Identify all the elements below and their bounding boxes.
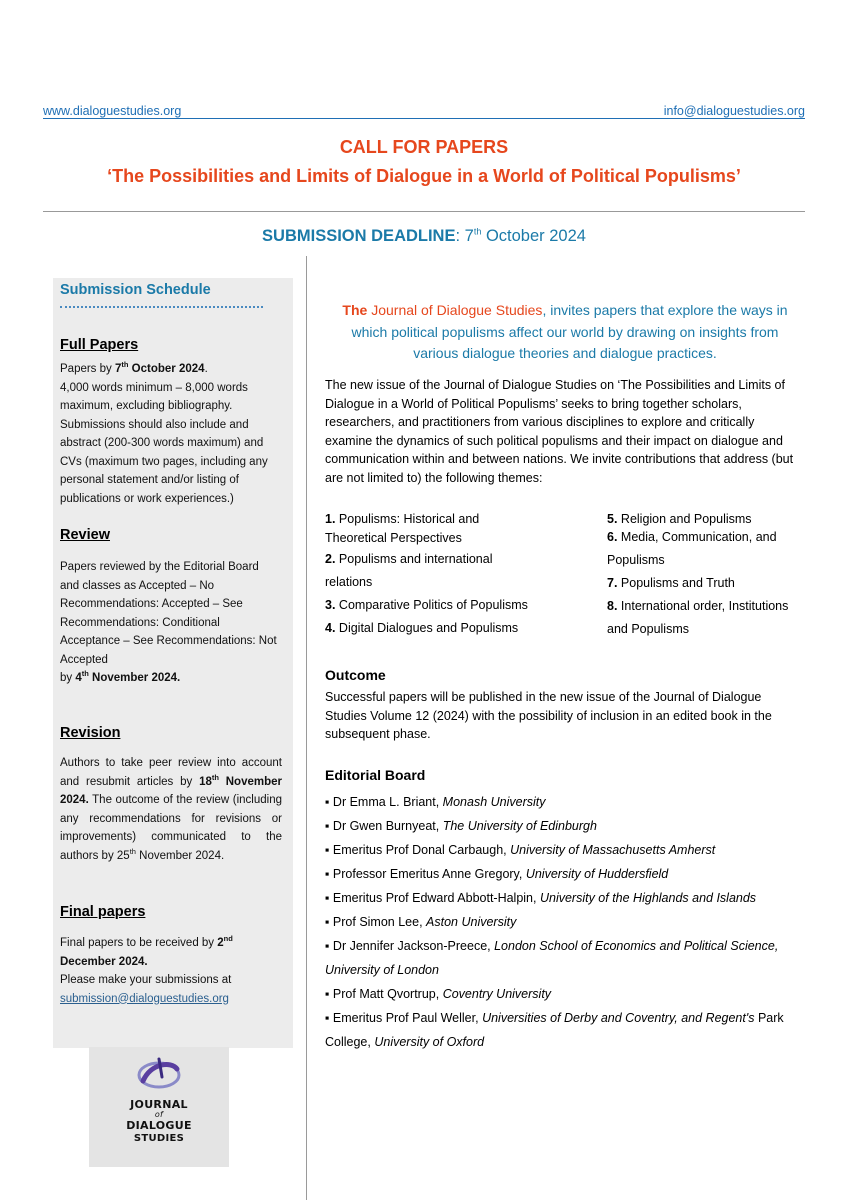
editorial-board-heading: Editorial Board <box>325 767 426 783</box>
deadline-suffix: th <box>473 226 482 237</box>
logo-word-dialogue: DIALOGUE <box>126 1119 192 1132</box>
intro-statement: The Journal of Dialogue Studies, invites papers that explore the ways in which political populisms affect our world by drawing on insights from various dialogue theories and dialogue practices. <box>342 302 788 361</box>
deadline-day: 7 <box>464 227 474 245</box>
title-rule <box>43 211 805 212</box>
review-text: Papers reviewed by the Editorial Board and classes as Accepted – No Recommendations: Accepted – See Recommendations: Conditional Acceptance – See Recommendations: Not Accepted by 4th November 2024. <box>60 561 277 684</box>
theme-item: 6. Media, Communication, and Populisms <box>607 530 777 567</box>
theme-item: 4. Digital Dialogues and Populisms <box>325 621 519 635</box>
deadline-label: SUBMISSION DEADLINE <box>262 227 456 245</box>
call-for-papers-title: CALL FOR PAPERS <box>339 137 509 157</box>
logo-word-journal: JOURNAL <box>130 1098 188 1111</box>
theme-item: 5. Religion and Populisms <box>607 512 752 526</box>
editorial-member: ▪ Emeritus Prof Edward Abbott-Halpin, University of the Highlands and Islands <box>325 891 757 905</box>
editorial-member: ▪ Dr Emma L. Briant, Monash University <box>325 795 546 809</box>
dotted-divider <box>60 306 263 308</box>
revision-heading: Revision <box>60 725 121 741</box>
editorial-member: ▪ Prof Matt Qvortrup, Coventry University <box>325 987 552 1001</box>
logo-word-studies: STUDIES <box>133 1133 185 1144</box>
theme-item: 8. International order, Institutions and Populisms <box>607 599 789 636</box>
editorial-member: ▪ Emeritus Prof Donal Carbaugh, University of Massachusetts Amherst <box>325 843 716 857</box>
issue-theme-title: ‘The Possibilities and Limits of Dialogue in a World of Political Populisms’ <box>107 166 741 186</box>
full-papers-text: Papers by 7th October 2024. 4,000 words minimum – 8,000 words maximum, excluding bibliography. Submissions should also include and abstract (200-300 words maximum) and CVs (maximum two pages, including any personal statement and/or listing of publications or work experiences.) <box>60 360 268 505</box>
journal-logo <box>89 1047 229 1167</box>
email-link[interactable]: info@dialoguestudies.org <box>663 104 805 118</box>
theme-item: 3. Comparative Politics of Populisms <box>325 598 528 612</box>
editorial-member: ▪ Dr Gwen Burnyeat, The University of Edinburgh <box>325 819 597 833</box>
header-rule <box>43 118 805 119</box>
submission-schedule-sidebar <box>53 278 293 1048</box>
review-heading: Review <box>60 527 110 543</box>
dialogue-swirl-icon <box>129 1055 189 1093</box>
editorial-member: ▪ Prof Simon Lee, Aston University <box>325 915 517 929</box>
full-papers-heading: Full Papers <box>60 337 139 353</box>
editorial-member: ▪ Emeritus Prof Paul Weller, Universities of Derby and Coventry, and Regent's Park College, University of Oxford <box>325 1011 784 1049</box>
website-link[interactable]: www.dialoguestudies.org <box>43 104 182 118</box>
outcome-text: Successful papers will be published in the new issue of the Journal of Dialogue Studies Volume 12 (2024) with the possibility of inclusion in an edited book in the subsequent phase. <box>325 690 772 741</box>
sidebar-title: Submission Schedule <box>60 282 211 298</box>
submission-email-link[interactable]: submission@dialoguestudies.org <box>60 992 229 1005</box>
final-papers-heading: Final papers <box>60 904 146 920</box>
outcome-heading: Outcome <box>325 667 386 683</box>
editorial-member: ▪ Professor Emeritus Anne Gregory, University of Huddersfield <box>325 867 669 881</box>
deadline-month-year: October 2024 <box>485 227 586 245</box>
revision-text: Authors to take peer review into account and resubmit articles by 18th November 2024. The outcome of the review (including any recommendations for revisions or improvements) communicated to the authors by 25th November 2024. <box>60 757 282 862</box>
column-divider <box>306 256 307 1200</box>
logo-word-of: of <box>154 1110 164 1119</box>
editorial-member: ▪ Dr Jennifer Jackson-Preece, London School of Economics and Political Science, University of London <box>325 939 779 977</box>
final-papers-text: Final papers to be received by 2nd December 2024. Please make your submissions at submission@dialoguestudies.org <box>60 934 233 1005</box>
theme-item: 7. Populisms and Truth <box>607 576 735 590</box>
submission-deadline: SUBMISSION DEADLINE: 7th October 2024 <box>262 226 586 245</box>
theme-item: 1. Populisms: Historical and Theoretical Perspectives <box>325 512 480 545</box>
intro-paragraph: The new issue of the Journal of Dialogue Studies on ‘The Possibilities and Limits of Dialogue in a World of Political Populisms’ seeks to bring together scholars, researchers, and practitioners from various disciplines to explore and critically examine the dynamics of such political populisms and their impact on dialogue and communication within and between nations. We invite contributions that address (but are not limited to) the following themes: <box>325 378 794 485</box>
theme-item: 2. Populisms and international relations <box>325 552 493 589</box>
